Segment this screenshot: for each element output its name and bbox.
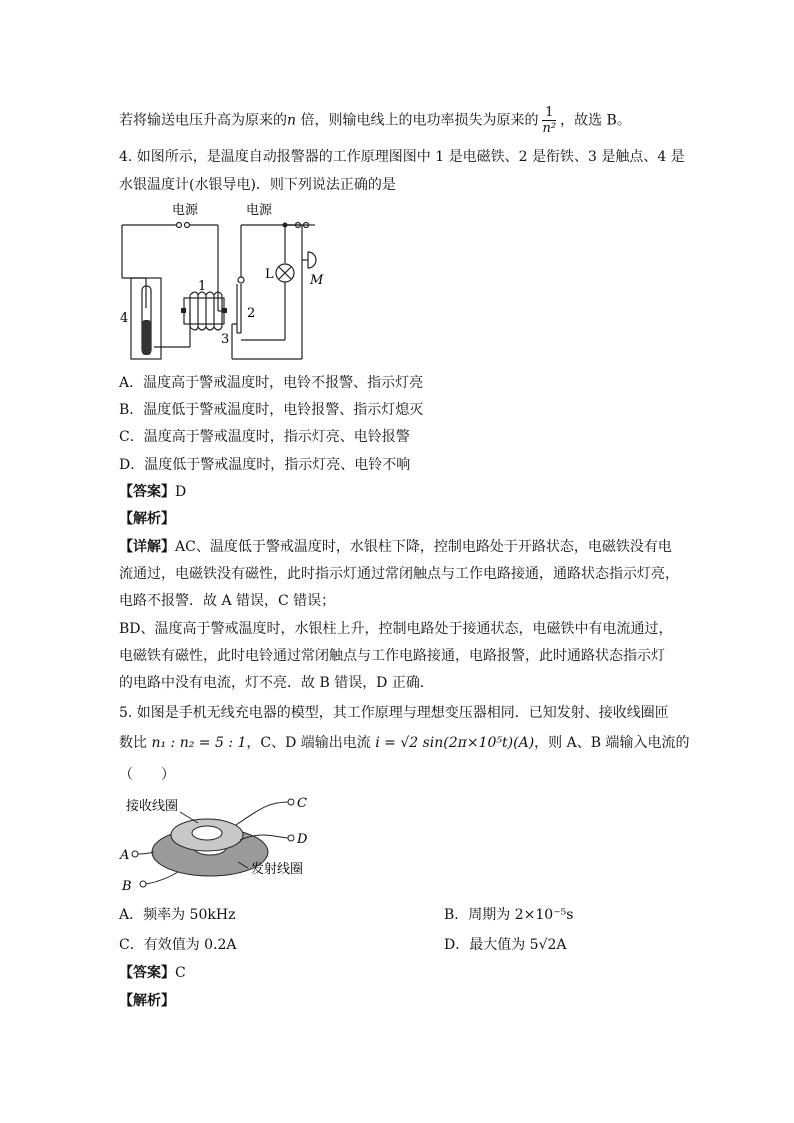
q5-option-a: A．频率为 50kHz — [119, 907, 236, 923]
label-armature: 2 — [247, 306, 256, 321]
fraction — [542, 105, 556, 136]
q4-stem-line-2: 水银温度计(水银导电)．则下列说法正确的是 — [119, 177, 396, 193]
answer-value: D — [175, 484, 187, 500]
label-lamp: L — [265, 267, 274, 282]
label-contact: 3 — [221, 332, 230, 347]
label-power-right: 电源 — [246, 203, 273, 218]
label-terminal-d: D — [297, 832, 308, 847]
q4-analysis-tag: 【解析】 — [119, 511, 175, 527]
label-terminal-c: C — [297, 796, 307, 811]
q5-option-b: B．周期为 2×10⁻⁵s — [444, 907, 574, 923]
label-transmitting-coil: 发射线圈 — [251, 862, 304, 877]
label-terminal-b: B — [122, 879, 132, 894]
q5-option-d: D．最大值为 5√2A — [444, 937, 567, 953]
q4-detail-line-4: BD、温度高于警戒温度时，水银柱上升，控制电路处于接通状态，电磁铁中有电流通过， — [119, 621, 673, 637]
q4-option-a: A．温度高于警戒温度时，电铃不报警、指示灯亮 — [119, 375, 424, 391]
turns-ratio: n₁ : n₂ = 5 : 1 — [151, 735, 247, 751]
q4-detail-line-1 — [119, 537, 672, 557]
q4-detail-line-3: 电路不报警．故 A 错误，C 错误； — [119, 593, 336, 609]
label-terminal-a: A — [120, 848, 130, 863]
fraction-numerator: 1 — [542, 105, 556, 121]
q4-option-b: B．温度低于警戒温度时，电铃报警、指示灯熄灭 — [119, 402, 424, 418]
q5-stem-line-2 — [119, 733, 689, 753]
prev-text-mid: 倍，则输电线上的电功率损失为原来的 — [296, 112, 539, 129]
q5-text-c: ，则 A、B 端输入电流的 — [534, 735, 690, 751]
prev-var-n: n — [287, 112, 297, 129]
q5-text-a: 数比 — [119, 735, 152, 751]
fraction-denominator: n² — [542, 121, 557, 136]
q5-paren: （ ） — [119, 767, 175, 783]
detail-tag: 【详解】 — [119, 539, 175, 555]
q5-analysis-tag: 【解析】 — [119, 993, 175, 1009]
label-bell: M — [310, 273, 324, 288]
q4-answer — [119, 482, 186, 502]
q5-stem-line-1: 5. 如图是手机无线充电器的模型，其工作原理与理想变压器相同．已知发射、接收线圈匝 — [119, 705, 669, 721]
current-expression: i = √2 sin(2π×10⁵t)(A) — [375, 735, 535, 751]
q4-stem-line-1: 4. 如图所示，是温度自动报警器的工作原理图图中 1 是电磁铁、2 是衔铁、3 是触点、4 是 — [119, 149, 685, 165]
answer-tag: 【答案】 — [119, 484, 175, 500]
q5-answer — [119, 963, 186, 983]
q5-text-b: ，C、D 端输出电流 — [246, 735, 376, 751]
label-receiving-coil: 接收线圈 — [126, 799, 179, 814]
answer-value: C — [175, 965, 186, 981]
q5-coil-diagram — [118, 790, 318, 898]
detail-text: AC、温度低于警戒温度时，水银柱下降，控制电路处于开路状态，电磁铁没有电 — [175, 539, 672, 555]
label-electromagnet: 1 — [198, 279, 207, 294]
q4-detail-line-6: 的电路中没有电流，灯不亮．故 B 错误，D 正确． — [119, 675, 434, 691]
q5-option-c: C．有效值为 0.2A — [119, 937, 237, 953]
prev-text-after: ，故选 B。 — [560, 112, 631, 129]
q4-circuit-diagram — [118, 200, 338, 365]
label-power-left: 电源 — [172, 203, 199, 218]
q4-option-d: D．温度低于警戒温度时，指示灯亮、电铃不响 — [119, 457, 411, 473]
q4-detail-line-5: 电磁铁有磁性，此时电铃通过常闭触点与工作电路接通，电路报警，此时通路状态指示灯 — [119, 648, 665, 664]
q4-option-c: C．温度高于警戒温度时，指示灯亮、电铃报警 — [119, 429, 410, 445]
label-thermometer: 4 — [120, 311, 129, 326]
prev-text-before: 若将输送电压升高为原来的 — [119, 112, 287, 129]
q4-detail-line-2: 流通过，电磁铁没有磁性，此时指示灯通过常闭触点与工作电路接通，通路状态指示灯亮， — [119, 566, 679, 582]
answer-tag: 【答案】 — [119, 965, 175, 981]
previous-solution-tail — [119, 105, 631, 136]
